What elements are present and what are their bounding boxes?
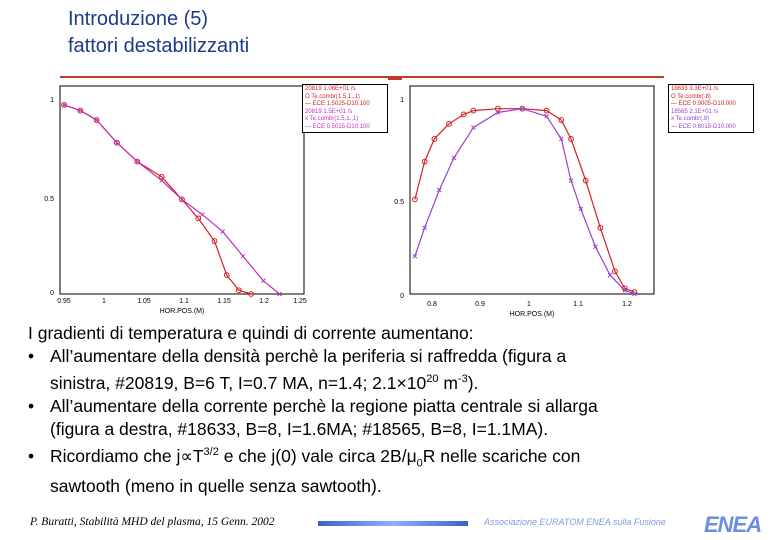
bullet-3-text-d: R nelle scariche con [422, 445, 581, 466]
series-line [64, 105, 251, 294]
exponent-20: 20 [426, 373, 439, 385]
bullet-3-text-a: Ricordiamo che j [50, 445, 181, 466]
right-plot-frame [410, 86, 654, 294]
bullet-mark: • [28, 445, 35, 466]
footer-bar [318, 521, 468, 526]
data-point [200, 213, 204, 217]
right-xtick-09: 0.9 [475, 301, 485, 308]
left-xtick-12: 1.2 [259, 298, 269, 305]
footer-association: Associazione EURATOM ENEA sulla Fusione [484, 517, 666, 527]
bullet-mark: • [28, 395, 35, 416]
left-ytick-0: 0 [50, 290, 54, 297]
right-legend-entry: — ECE 0.8015-D10.000 [671, 123, 736, 130]
bullet-1-text-a: sinistra, #20819, B=6 T, I=0.7 MA, n=1.4; 2.1 [50, 372, 397, 393]
bullet-1-text-d: ). [467, 372, 479, 393]
bullet-1-text-c: m [438, 372, 458, 393]
bullet-1-text-b: 10 [406, 372, 427, 393]
left-legend-entry: 20819 1.06E+01 /s [305, 86, 356, 92]
bullet-1-line-1 [28, 345, 748, 368]
bullet-3-text-b: T [192, 445, 204, 466]
bullet-3-line-2: sawtooth (meno in quelle senza sawtooth). [50, 476, 382, 497]
slide-title [68, 6, 249, 60]
data-point [221, 230, 225, 234]
bullet-3-text-c: e che j(0) vale circa 2B/ [218, 445, 407, 466]
title-line-1: Introduzione (5) [68, 8, 209, 30]
right-ytick-1: 1 [400, 97, 404, 104]
bullet-2-line-2: (figura a destra, #18633, B=8, I=1.6MA; #18565, B=8, I=1.1MA). [50, 418, 549, 439]
left-legend-entry: O Te.combr(1.5,1.,1) [305, 93, 360, 100]
right-legend-entry: 18565 2.1E+01 /s [671, 108, 719, 115]
right-plot [392, 82, 662, 318]
footer-citation: P. Buratti, Stabilità MHD del plasma, 15 Genn. 2002 [30, 516, 275, 528]
series-line [415, 109, 635, 292]
right-legend [668, 84, 754, 133]
right-xtick-1: 1 [527, 301, 531, 308]
data-point [241, 254, 245, 258]
right-legend-entry: x Te.combr(.8) [671, 116, 710, 122]
left-plot [42, 82, 312, 315]
right-legend-entry: — ECE 0.9005-D10.000 [671, 101, 736, 107]
left-xtick-125: 1.25 [293, 298, 307, 305]
series-line [64, 105, 280, 294]
exponent-3-2: 3/2 [203, 445, 219, 458]
enea-logo: ENEA [704, 512, 762, 537]
data-point [135, 160, 139, 164]
left-xtick-095: 0.95 [57, 298, 71, 305]
left-xtick-11: 1.1 [179, 298, 189, 305]
data-point [608, 273, 612, 277]
data-point [95, 118, 99, 122]
left-xlabel: HOR.POS.(M) [159, 308, 205, 315]
right-xtick-12: 1.2 [622, 301, 632, 308]
series-line [415, 109, 635, 294]
left-xtick-115: 1.15 [217, 298, 231, 305]
times-symbol: × [396, 372, 407, 393]
right-xtick-11: 1.1 [573, 301, 583, 308]
right-xtick-08: 0.8 [427, 301, 437, 308]
right-ytick-05: 0.5 [394, 199, 404, 206]
bullet-1-line-2 [28, 368, 748, 395]
data-point [471, 126, 475, 130]
title-underline [60, 76, 664, 78]
left-legend-entry: — ECE 1.5025-D10.100 [305, 101, 370, 107]
exponent-minus3: -3 [457, 373, 468, 385]
subscript-0: 0 [416, 457, 423, 470]
left-xtick-1: 1 [102, 298, 106, 305]
bullet-1-text: All’aumentare della densità perchè la periferia si raffredda (figura a [50, 346, 567, 366]
left-legend-entry: x Te.combr(1.5,1.,1) [305, 116, 359, 122]
left-legend-entry: — ECE 0.5015-D10.100 [305, 123, 370, 130]
proportional-symbol: ∝ [180, 445, 193, 466]
right-legend-entry: 18633 3.3E+01 /s [671, 86, 719, 92]
left-legend [302, 84, 388, 133]
data-point [115, 141, 119, 145]
bullet-2-text: All’aumentare della corrente perchè la regione piatta centrale si allarga [50, 395, 598, 416]
left-ytick-1: 1 [50, 97, 54, 104]
intro-line: I gradienti di temperatura e quindi di corrente aumentano: [28, 323, 474, 343]
body-text [28, 322, 748, 498]
title-underline-accent [388, 78, 402, 80]
left-legend-entry: 20819 1.5E+01 /s [305, 108, 353, 115]
bullet-mark: • [28, 346, 35, 366]
bullet-3-line-1 [28, 441, 748, 475]
left-xtick-105: 1.05 [137, 298, 151, 305]
data-point [180, 197, 184, 201]
right-xlabel: HOR.POS.(M) [509, 311, 555, 318]
mu-symbol: μ [406, 445, 417, 466]
title-line-2: fattori destabilizzanti [68, 35, 250, 57]
data-point [261, 279, 265, 283]
bullet-2-line-1 [28, 395, 748, 418]
right-ytick-0: 0 [400, 293, 404, 300]
left-ytick-05: 0.5 [44, 196, 54, 203]
right-legend-entry: O Te.combr(.8) [671, 93, 711, 100]
